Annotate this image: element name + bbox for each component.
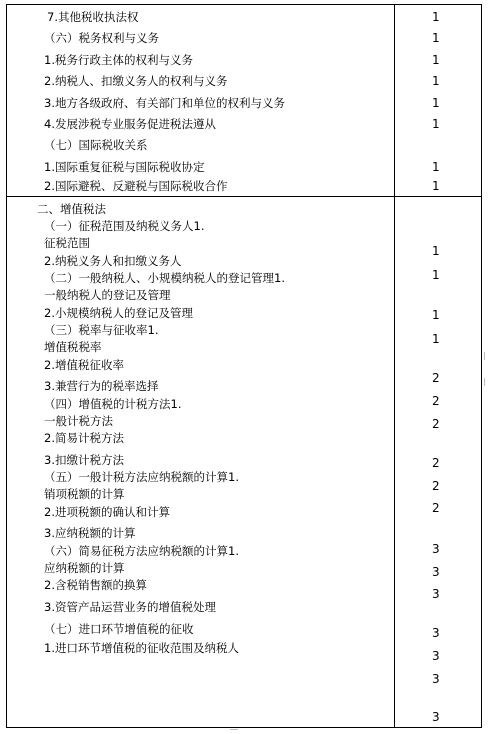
value-cell: 3 bbox=[432, 587, 440, 601]
topic-line: 7.其他税收执法权 bbox=[47, 10, 139, 24]
row-divider bbox=[6, 196, 482, 197]
value-cell: 1 bbox=[432, 117, 440, 131]
topic-line: 二、增值税法 bbox=[37, 202, 106, 216]
value-cell: 3 bbox=[432, 672, 440, 686]
topic-line: 2.含税销售额的换算 bbox=[44, 578, 147, 592]
topic-line: （三）税率与征收率1. bbox=[44, 323, 159, 337]
value-cell: 2 bbox=[432, 371, 440, 385]
topic-line: 2.进项税额的确认和计算 bbox=[44, 505, 170, 519]
topic-line: 1.税务行政主体的权利与义务 bbox=[44, 53, 193, 67]
topic-line: 增值税税率 bbox=[44, 340, 102, 354]
edge-mark bbox=[230, 729, 238, 730]
value-cell: 2 bbox=[432, 417, 440, 431]
value-cell: 1 bbox=[432, 53, 440, 67]
topic-line: 2.简易计税方法 bbox=[44, 431, 124, 445]
topic-line: （七）进口环节增值税的征收 bbox=[44, 622, 194, 636]
topic-line: （六）税务权利与义务 bbox=[44, 31, 159, 45]
value-cell: 1 bbox=[432, 96, 440, 110]
topic-line: 销项税额的计算 bbox=[44, 487, 125, 501]
topic-line: 3.兼营行为的税率选择 bbox=[44, 379, 159, 393]
topic-line: 2.国际避税、反避税与国际税收合作 bbox=[44, 179, 228, 193]
value-cell: 3 bbox=[432, 626, 440, 640]
value-cell: 1 bbox=[432, 31, 440, 45]
topic-line: 3.应纳税额的计算 bbox=[44, 526, 136, 540]
topic-line: 一般计税方法 bbox=[44, 414, 113, 428]
value-cell: 3 bbox=[432, 565, 440, 579]
topic-line: （六）简易征税方法应纳税额的计算1. bbox=[44, 544, 239, 558]
edge-mark bbox=[484, 378, 485, 386]
topic-line: （七）国际税收关系 bbox=[44, 138, 148, 152]
topic-line: 3.资管产品运营业务的增值税处理 bbox=[44, 600, 216, 614]
value-cell: 1 bbox=[432, 244, 440, 258]
topic-line: （一）征税范围及纳税义务人1. bbox=[44, 219, 205, 233]
topic-line: 应纳税额的计算 bbox=[44, 561, 125, 575]
value-cell: 3 bbox=[432, 649, 440, 663]
topic-line: 4.发展涉税专业服务促进税法遵从 bbox=[44, 117, 216, 131]
topic-line: 一般纳税人的登记及管理 bbox=[44, 288, 171, 302]
value-cell: 1 bbox=[432, 10, 440, 24]
value-cell: 1 bbox=[432, 74, 440, 88]
topic-line: 2.纳税义务人和扣缴义务人 bbox=[44, 254, 182, 268]
topic-line: 1.进口环节增值税的征收范围及纳税人 bbox=[44, 641, 239, 655]
value-cell: 2 bbox=[432, 501, 440, 515]
topic-line: 2.增值税征收率 bbox=[44, 358, 124, 372]
value-cell: 2 bbox=[432, 479, 440, 493]
column-divider bbox=[394, 4, 395, 728]
value-cell: 1 bbox=[432, 308, 440, 322]
topic-line: 3.扣缴计税方法 bbox=[44, 453, 124, 467]
topic-line: 1.国际重复征税与国际税收协定 bbox=[44, 160, 205, 174]
value-cell: 3 bbox=[432, 710, 440, 724]
topic-line: （四）增值税的计税方法1. bbox=[44, 397, 182, 411]
value-cell: 2 bbox=[432, 394, 440, 408]
value-cell: 1 bbox=[432, 160, 440, 174]
value-cell: 2 bbox=[432, 456, 440, 470]
topic-line: 3.地方各级政府、有关部门和单位的权利与义务 bbox=[44, 96, 285, 110]
value-cell: 3 bbox=[432, 542, 440, 556]
value-cell: 1 bbox=[432, 332, 440, 346]
topic-line: 征税范围 bbox=[44, 236, 90, 250]
value-cell: 1 bbox=[432, 268, 440, 282]
topic-line: 2.纳税人、扣缴义务人的权利与义务 bbox=[44, 74, 228, 88]
topic-line: （五）一般计税方法应纳税额的计算1. bbox=[44, 470, 239, 484]
topic-line: （二）一般纳税人、小规模纳税人的登记管理1. bbox=[44, 271, 285, 285]
edge-mark bbox=[484, 352, 485, 360]
topic-line: 2.小规模纳税人的登记及管理 bbox=[44, 306, 193, 320]
value-cell: 1 bbox=[432, 179, 440, 193]
